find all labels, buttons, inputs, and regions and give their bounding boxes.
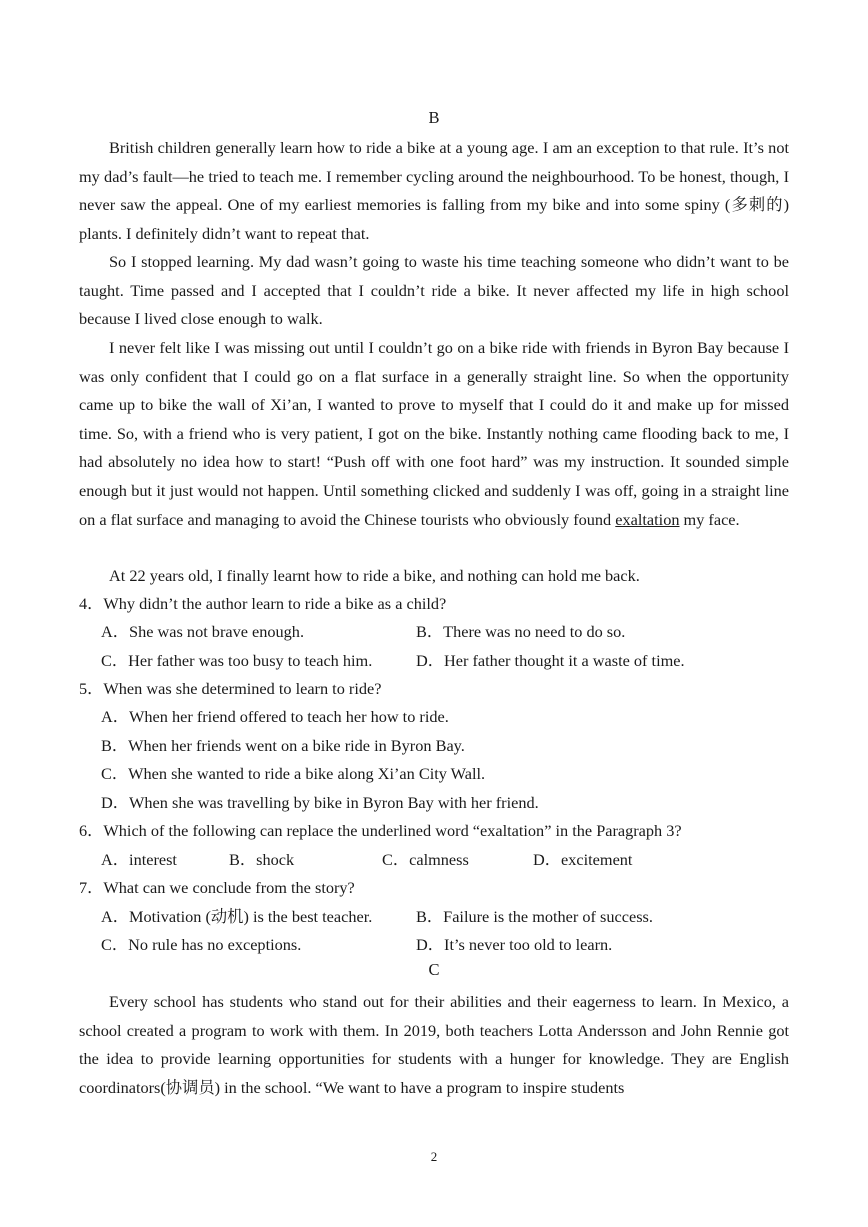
question-5-option-a: A．When her friend offered to teach her how to ride.	[101, 707, 449, 726]
question-6-option-d: D．excitement	[533, 850, 633, 869]
section-c-paragraph-1: Every school has students who stand out for their abilities and their eagerness to learn. In Mexico, a school created a program to work with them. In 2019, both teachers Lotta Andersson and John Rennie got the idea to provide learning opportunities for students with a hunger for knowledge. They are English coordinators(协调员) in the school. “We want to have a program to inspire students	[79, 992, 789, 1097]
question-5-stem: 5．When was she determined to learn to ride?	[79, 679, 382, 698]
question-5-option-d: D．When she was travelling by bike in Byron Bay with her friend.	[101, 793, 539, 812]
question-4-option-c: C．Her father was too busy to teach him.	[101, 651, 373, 670]
question-7-option-a: A．Motivation (动机) is the best teacher.	[101, 907, 373, 926]
underlined-word-exaltation: exaltation	[615, 509, 680, 529]
section-b-paragraph-2: So I stopped learning. My dad wasn’t going to waste his time teaching someone who didn’t want to be taught. Time passed and I accepted that I couldn’t ride a bike. It never affected my life in high school because I lived close enough to walk.	[79, 252, 789, 329]
paragraph-3-text-end: my face.	[679, 509, 740, 529]
paragraph-3-text-start: I never felt like I was missing out until I couldn’t go on a bike ride with friends in Byron Bay because I was only confident that I could go on a flat surface in a generally straight line. So when the opportunity came up to bike the wall of Xi’an, I wanted to prove to myself that I could do it and make up for missed time. So, with a friend who is very patient, I got on the bike. Instantly nothing came flooding back to me, I had absolutely no idea how to start! “Push off with one foot hard” was my instruction. It sounded simple enough but it just would not happen. Until something clicked and suddenly I was off, going in a straight line on a flat surface and managing to avoid the Chinese tourists who obviously found	[79, 338, 789, 529]
question-5-option-c: C．When she wanted to ride a bike along Xi’an City Wall.	[101, 764, 486, 783]
question-4-option-b: B．There was no need to do so.	[416, 622, 626, 641]
section-b-heading: B	[428, 108, 440, 127]
question-6-option-b: B．shock	[229, 850, 295, 869]
question-7-stem: 7．What can we conclude from the story?	[79, 878, 355, 897]
question-6-option-c: C．calmness	[382, 850, 469, 869]
question-4-option-d: D．Her father thought it a waste of time.	[416, 651, 685, 670]
question-7-option-d: D．It’s never too old to learn.	[416, 935, 613, 954]
section-c-heading: C	[428, 960, 440, 979]
section-b-paragraph-1: British children generally learn how to ride a bike at a young age. I am an exception to that rule. It’s not my dad’s fault—he tried to teach me. I remember cycling around the neighbourhood. To be honest, though, I never saw the appeal. One of my earliest memories is falling from my bike and into some spiny (多刺的) plants. I definitely didn’t want to repeat that.	[79, 138, 789, 243]
question-6-stem: 6．Which of the following can replace the underlined word “exaltation” in the Paragraph 3?	[79, 821, 682, 840]
question-5-option-b: B．When her friends went on a bike ride in Byron Bay.	[101, 736, 465, 755]
section-b-paragraph-4: At 22 years old, I finally learnt how to ride a bike, and nothing can hold me back.	[109, 566, 640, 585]
question-6-option-a: A．interest	[101, 850, 177, 869]
question-7-option-c: C．No rule has no exceptions.	[101, 935, 302, 954]
section-b-paragraph-3	[79, 334, 789, 534]
question-7-option-b: B．Failure is the mother of success.	[416, 907, 653, 926]
question-4-stem: 4．Why didn’t the author learn to ride a bike as a child?	[79, 594, 447, 613]
page-number: 2	[430, 1149, 438, 1164]
question-4-option-a: A．She was not brave enough.	[101, 622, 305, 641]
